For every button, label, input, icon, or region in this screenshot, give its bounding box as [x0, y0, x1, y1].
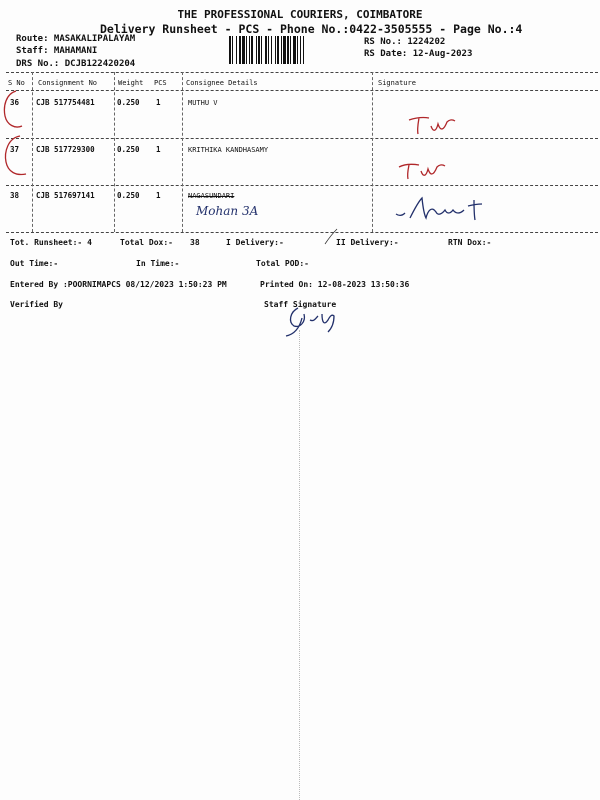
in-time: In Time:- [136, 259, 180, 268]
ii-delivery: II Delivery:- [336, 238, 399, 247]
row-sno: 38 [10, 191, 20, 200]
row-pcs: 1 [156, 145, 161, 154]
runsheet-subtitle: Delivery Runsheet - PCS - Phone No.:0422-3505555 - Page No.:4 [100, 22, 523, 36]
table-top-rule [6, 72, 598, 73]
staff-signature-image [276, 302, 346, 342]
signature-image [390, 192, 500, 228]
company-title: THE PROFESSIONAL COURIERS, COIMBATORE [177, 8, 423, 21]
signature-image [405, 110, 465, 136]
table-header-rule [6, 90, 598, 91]
tick-mark-icon [322, 226, 340, 248]
col-header-weight: Weight [118, 79, 144, 87]
row-divider [6, 138, 598, 139]
row-divider [6, 185, 598, 186]
col-header-signature: Signature [378, 79, 416, 87]
circle-mark-icon [0, 132, 40, 180]
row-weight: 0.250 [117, 191, 140, 200]
row-sno: 36 [10, 98, 20, 107]
fold-line [299, 330, 300, 800]
row-sno: 37 [10, 145, 20, 154]
row-consignment: CJB 517697141 [36, 191, 95, 200]
i-delivery: I Delivery:- [226, 238, 284, 247]
row-weight: 0.250 [117, 145, 140, 154]
staff-label: Staff: MAHAMANI [16, 46, 98, 56]
total-dox-value: 38 [190, 238, 200, 247]
row-consignee: MUTHU V [188, 99, 218, 107]
row-pcs: 1 [156, 98, 161, 107]
col-header-pcs: PCS [154, 79, 167, 87]
col-header-consignment: Consignment No [38, 79, 98, 87]
route-label: Route: MASAKALIPALAYAM [16, 34, 136, 44]
entered-by: Entered By :POORNIMAPCS 08/12/2023 1:50:23 PM [10, 280, 227, 289]
col-header-consignee: Consignee Details [186, 79, 258, 87]
row-weight: 0.250 [117, 98, 140, 107]
printed-on: Printed On: 12-08-2023 13:50:36 [260, 280, 410, 289]
row-consignment: CJB 517754481 [36, 98, 95, 107]
tot-runsheet: Tot. Runsheet:- 4 [10, 238, 92, 247]
column-divider [372, 72, 373, 232]
staff-signature-label: Staff Signature [264, 300, 337, 309]
table-bottom-rule [6, 232, 598, 233]
drs-number: DRS No.: DCJB122420204 [16, 59, 136, 69]
column-divider [182, 72, 183, 232]
col-header-sno: S No [8, 79, 25, 87]
rs-date: RS Date: 12-Aug-2023 [364, 49, 473, 59]
circle-mark-icon [0, 88, 40, 132]
out-time: Out Time:- [10, 259, 59, 268]
handwritten-receiver-note [196, 204, 258, 218]
row-consignment: CJB 517729300 [36, 145, 95, 154]
row-pcs: 1 [156, 191, 161, 200]
verified-by: Verified By [10, 300, 63, 309]
column-divider [114, 72, 115, 232]
rtn-dox: RTN Dox:- [448, 238, 492, 247]
rs-number: RS No.: 1224202 [364, 37, 446, 47]
total-dox-label: Total Dox:- [120, 238, 173, 247]
row-consignee: KRITHIKA KANDHASAMY [188, 146, 269, 154]
row-consignee: NAGASUNDARI [188, 192, 235, 200]
total-pod: Total POD:- [256, 259, 309, 268]
signature-image [395, 155, 455, 181]
handwritten-note-text: Mohan 3A [196, 204, 259, 218]
barcode [229, 36, 357, 64]
